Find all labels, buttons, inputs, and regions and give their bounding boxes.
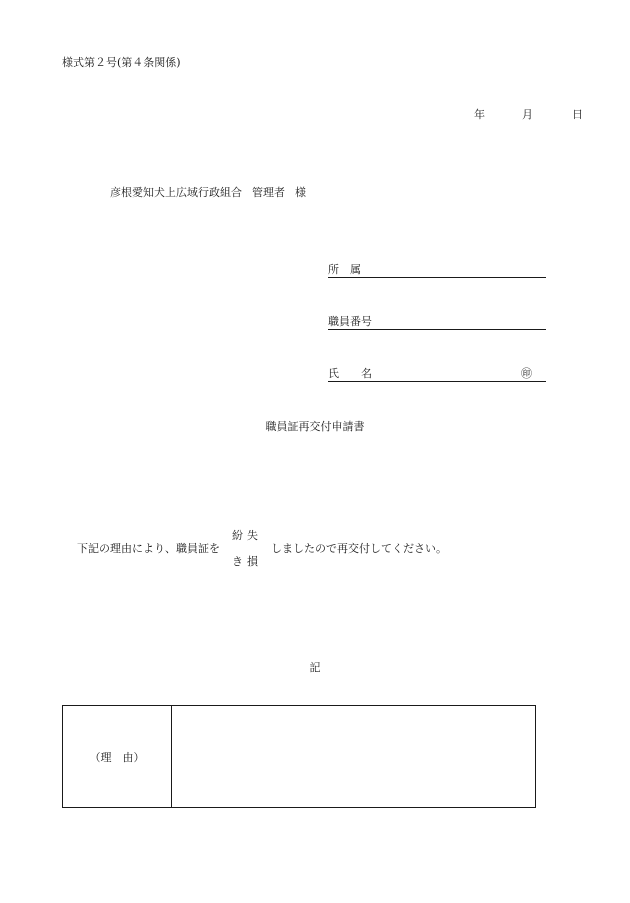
affiliation-label: 所 属	[328, 263, 361, 276]
record-heading: 記	[309, 661, 321, 674]
date-year-label: 年	[474, 108, 485, 121]
body-text-suffix: しましたので再交付してください。	[271, 542, 447, 555]
date-day-label: 日	[572, 108, 583, 121]
reason-label: （理 由）	[89, 750, 145, 764]
staff-number-label: 職員番号	[328, 315, 372, 328]
name-label: 氏 名	[328, 367, 372, 380]
reason-table	[62, 705, 536, 808]
date-month-label: 月	[522, 108, 533, 121]
addressee-honorific: 様	[295, 186, 306, 199]
staff-number-field[interactable]	[328, 313, 546, 330]
reason-input-cell[interactable]	[172, 706, 535, 807]
option-lost: 紛失	[232, 529, 262, 542]
name-field[interactable]	[328, 365, 546, 382]
affiliation-field[interactable]	[328, 261, 546, 278]
addressee-title: 管理者	[252, 186, 285, 199]
body-text-prefix: 下記の理由により、職員証を	[77, 542, 220, 555]
option-damaged: き損	[232, 555, 262, 568]
addressee	[110, 184, 306, 200]
seal-icon: ㊞	[521, 367, 532, 380]
reason-label-cell	[63, 706, 172, 807]
addressee-organization: 彦根愛知犬上広域行政組合	[110, 186, 242, 199]
document-title: 職員証再交付申請書	[265, 420, 365, 433]
form-number: 様式第２号(第４条関係)	[62, 56, 181, 69]
